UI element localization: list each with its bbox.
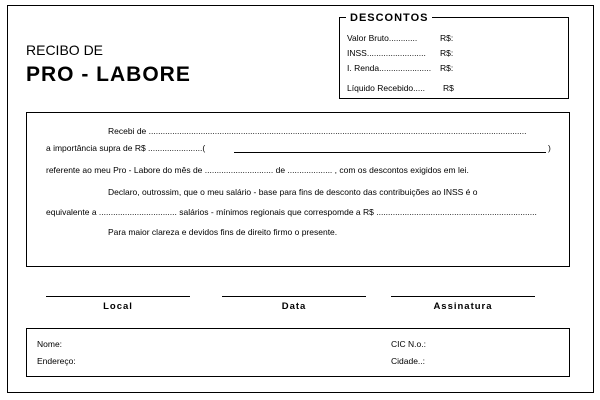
label-endereco: Endereço: (37, 356, 76, 366)
body-line-importancia-close: ) (548, 143, 551, 153)
title-line-1: RECIBO DE (26, 42, 104, 58)
descontos-row-valor-bruto: Valor Bruto............ (347, 33, 418, 43)
label-local: Local (103, 301, 133, 312)
descontos-row-valor-bruto-currency: R$: (440, 33, 454, 43)
amount-in-words-line (234, 152, 546, 153)
signature-line-local (46, 296, 190, 297)
descontos-row-inss-currency: R$: (440, 48, 454, 58)
descontos-row-liquido: Líquido Recebido..... (347, 83, 425, 93)
body-line-clareza: Para maior clareza e devidos fins de direito firmo o presente. (108, 227, 338, 237)
body-line-importancia: a importância supra de R$ .......................( (46, 143, 206, 153)
label-cidade: Cidade..: (391, 356, 426, 366)
descontos-title: DESCONTOS (346, 12, 432, 24)
descontos-row-liquido-currency: R$ (443, 83, 454, 93)
body-line-referente: referente ao meu Pro - Labore do mês de ............................. de ................... , com os descontos exigidos em lei. (46, 165, 469, 175)
label-nome: Nome: (37, 339, 63, 349)
descontos-row-renda-currency: R$: (440, 63, 454, 73)
descontos-row-inss: INSS......................... (347, 48, 426, 58)
signature-line-data (222, 296, 366, 297)
signature-line-assinatura (391, 296, 535, 297)
label-data: Data (281, 301, 307, 312)
title-line-2: PRO - LABORE (26, 63, 191, 86)
body-line-declaro: Declaro, outrossim, que o meu salário - base para fins de desconto das contribuições ao INSS é o (108, 187, 478, 197)
descontos-row-renda: I. Renda...................... (347, 63, 432, 73)
body-line-equivalente: equivalente a ................................. salários - mínimos regionais que correspomde a R$ .................................................................... (46, 207, 537, 217)
body-line-recebi-de: Recebi de ................................................................................................................................................................ (108, 126, 527, 136)
label-cic: CIC N.o.: (391, 339, 426, 349)
identification-box (26, 328, 570, 377)
label-assinatura: Assinatura (433, 301, 493, 312)
